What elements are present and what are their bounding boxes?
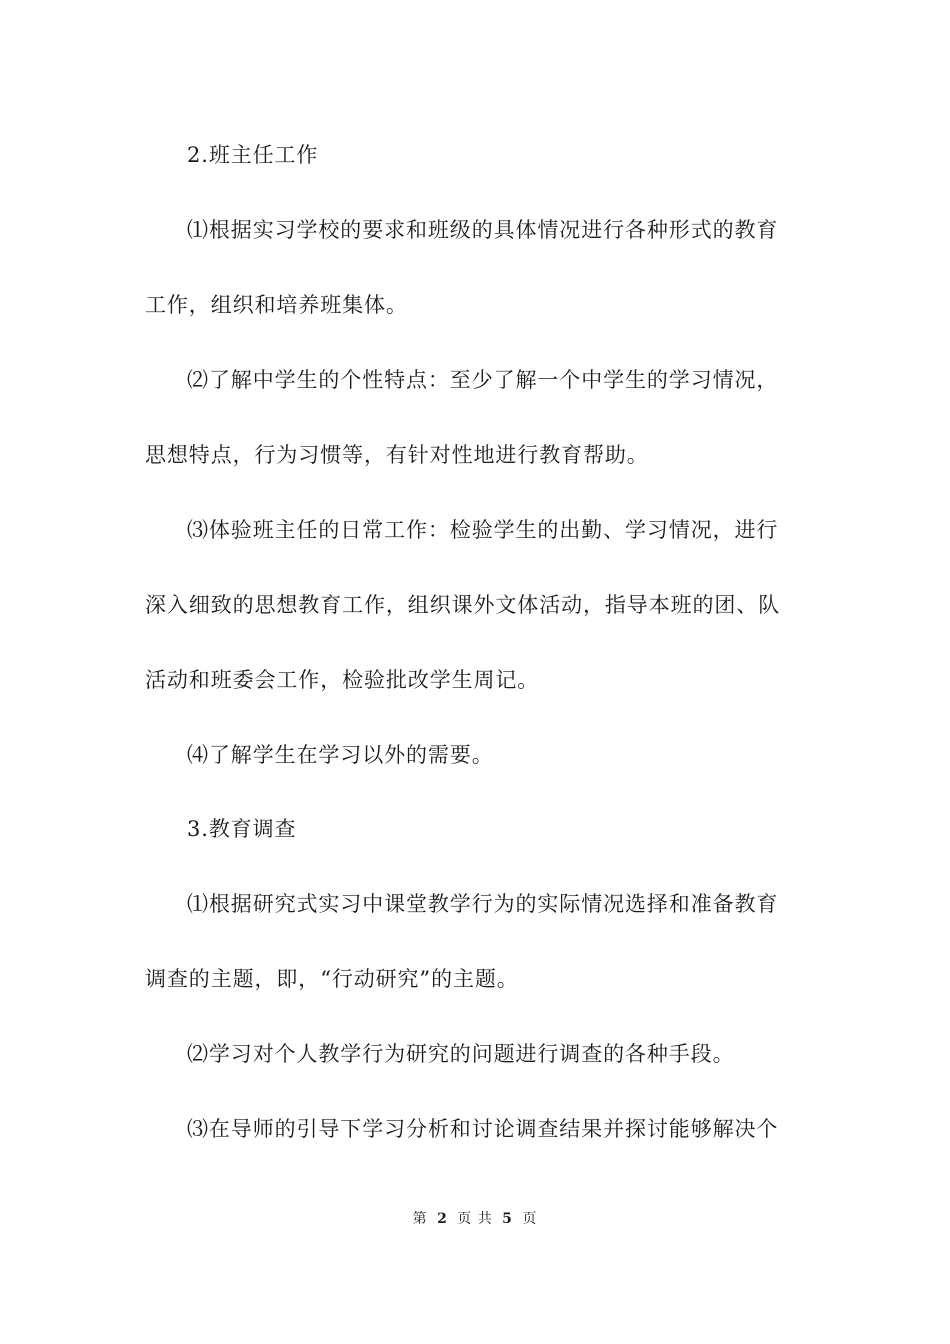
paragraph-line: 活动和班委会工作，检验批改学生周记。 [145, 668, 540, 692]
paragraph-line: 思想特点，行为习惯等，有针对性地进行教育帮助。 [145, 443, 649, 467]
paragraph-line: ⑶在导师的引导下学习分析和讨论调查结果并探讨能够解决个 [187, 1117, 779, 1141]
footer-suffix: 页 [522, 1211, 538, 1227]
section-heading-2: 2.班主任工作 [187, 143, 319, 167]
footer-prefix: 第 [412, 1211, 428, 1227]
page-number-footer [0, 1208, 950, 1228]
paragraph-line: ⑴根据研究式实习中课堂教学行为的实际情况选择和准备教育 [187, 892, 779, 916]
paragraph-line: ⑵学习对个人教学行为研究的问题进行调查的各种手段。 [187, 1042, 735, 1066]
paragraph-line: ⑷了解学生在学习以外的需要。 [187, 743, 494, 767]
paragraph-line: ⑵了解中学生的个性特点：至少了解一个中学生的学习情况， [187, 368, 779, 392]
paragraph-line: 深入细致的思想教育工作，组织课外文体活动，指导本班的团、队 [145, 593, 781, 617]
current-page-number: 2 [437, 1211, 448, 1227]
paragraph-line: ⑴根据实习学校的要求和班级的具体情况进行各种形式的教育 [187, 218, 779, 242]
section-heading-3: 3.教育调查 [187, 817, 297, 841]
footer-middle: 页 共 [457, 1211, 493, 1227]
paragraph-line: ⑶体验班主任的日常工作：检验学生的出勤、学习情况，进行 [187, 518, 779, 542]
paragraph-line: 工作，组织和培养班集体。 [145, 293, 408, 317]
paragraph-line: 调查的主题，即，“行动研究”的主题。 [145, 967, 519, 991]
total-pages-number: 5 [502, 1211, 513, 1227]
